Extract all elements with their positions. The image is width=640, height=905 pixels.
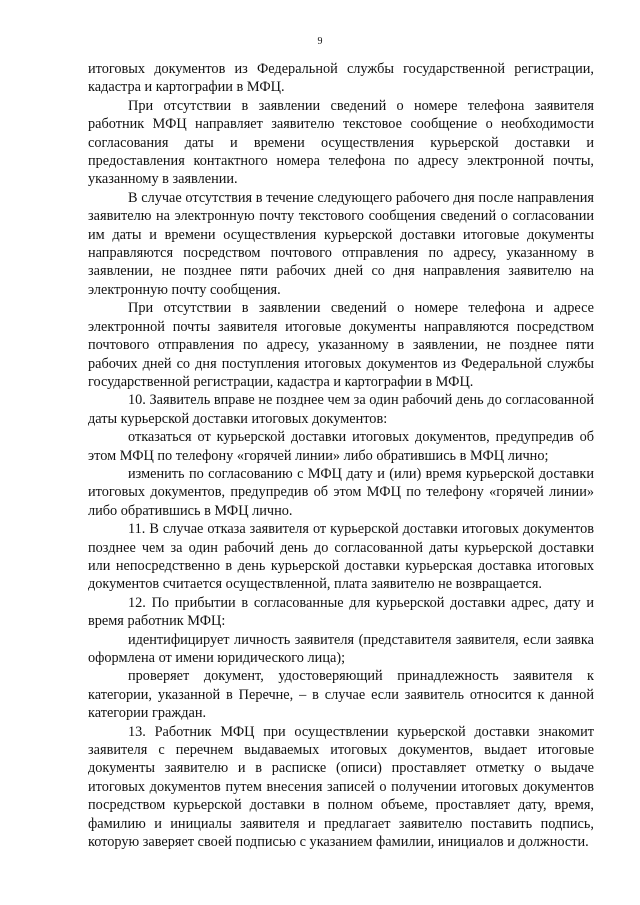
paragraph-no-reply: В случае отсутствия в течение следующего рабочего дня после направления заявителю на электронную почту текстового сообщения сведений о согласовании им даты и времени осуществления курьерской доставки итоговые документы направляются посредством почтового отправления по адресу, указанному в заявлении, не позднее пяти рабочих дней со дня направления заявителю на электронную почту сообщения. [88,189,594,298]
paragraph-item-13: 13. Работник МФЦ при осуществлении курьерской доставки знакомит заявителя с перечнем выдаваемых итоговых документов, выдает итоговые документы заявителю и в расписке (описи) проставляет отметку о выдаче итоговых документов путем внесения записей о получении итоговых документов посредством курьерской доставки в полном объеме, проставляет дату, время, фамилию и инициалы заявителя и предлагает заявителю поставить подпись, которую заверяет своей подписью с указанием фамилии, инициалов и должности. [88,723,594,851]
paragraph-no-contacts: При отсутствии в заявлении сведений о номере телефона и адресе электронной почты заявителя итоговые документы направляются посредством почтового отправления по адресу, указанному в заявлении, не позднее пяти рабочих дней со дня поступления итоговых документов из Федеральной службы государственной регистрации, кадастра и картографии в МФЦ. [88,300,594,390]
paragraph-item-12-check: проверяет документ, удостоверяющий принадлежность заявителя к категории, указанной в Перечне, – в случае если заявитель относится к данной категории граждан. [88,668,594,722]
page-number: 9 [317,36,323,47]
paragraph-item-10-change: изменить по согласованию с МФЦ дату и (или) время курьерской доставки итоговых документов, предупредив об этом МФЦ по телефону «горячей линии» либо обратившись в МФЦ лично. [88,465,594,519]
paragraph-item-10-refuse: отказаться от курьерской доставки итоговых документов, предупредив об этом МФЦ по телефону «горячей линии» либо обратившись в МФЦ лично; [88,429,594,464]
paragraph-item-12: 12. По прибытии в согласованные для курьерской доставки адрес, дату и время работник МФЦ: [88,594,594,630]
paragraph-item-11: 11. В случае отказа заявителя от курьерской доставки итоговых документов позднее чем за один рабочий день до согласованной даты курьерской доставки или непосредственно в день курьерской доставки курьерская доставка итоговых документов считается осуществленной, плата заявителю не возвращается. [88,521,594,593]
document-body [88,60,594,851]
paragraph-item-12-identify: идентифицирует личность заявителя (представителя заявителя, если заявка оформлена от имени юридического лица); [88,631,594,666]
paragraph-item-10: 10. Заявитель вправе не позднее чем за один рабочий день до согласованной даты курьерской доставки итоговых документов: [88,392,594,427]
paragraph-no-phone: При отсутствии в заявлении сведений о номере телефона заявителя работник МФЦ направляет заявителю текстовое сообщение о необходимости согласования даты и времени осуществления курьерской доставки и предоставления контактного номера телефона по адресу электронной почты, указанному в заявлении. [88,97,594,188]
paragraph-continuation: итоговых документов из Федеральной службы государственной регистрации, кадастра и картографии в МФЦ. [88,61,594,96]
